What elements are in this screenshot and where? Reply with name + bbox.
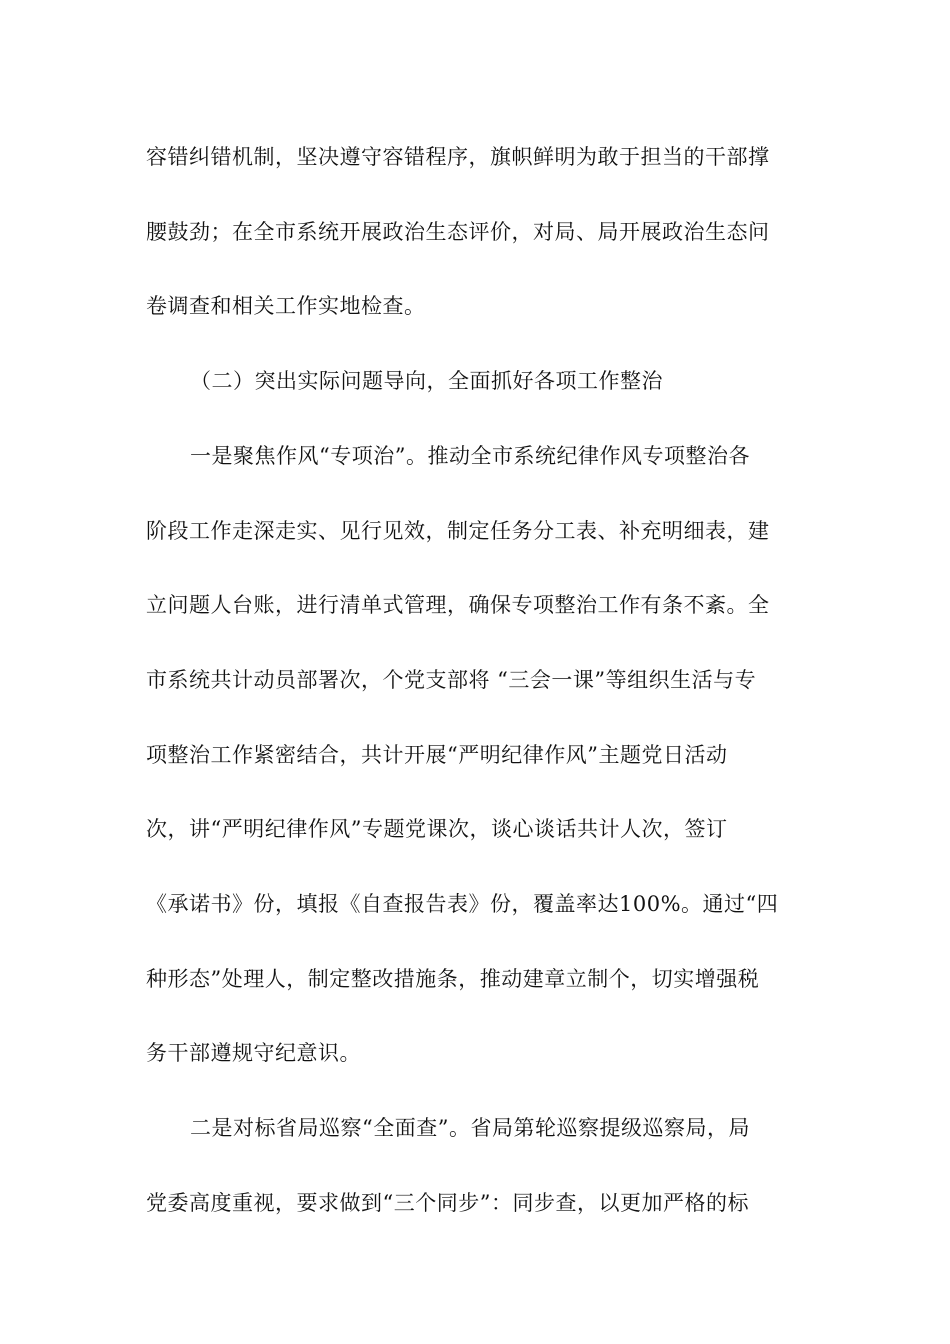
text-line-11: 《承诺书》份，填报《自查报告表》份，覆盖率达100%。通过“四 — [146, 892, 779, 917]
text-line-3: 卷调查和相关工作实地检查。 — [146, 294, 426, 319]
text-line-13: 务干部遵规守纪意识。 — [146, 1041, 361, 1066]
text-line-12: 种形态”处理人，制定整改措施条，推动建章立制个，切实增强税 — [146, 966, 760, 991]
text-line-8: 市系统共计动员部署次，个党支部将 “三会一课”等组织生活与专 — [146, 667, 757, 692]
document-body — [146, 120, 806, 1241]
text-line-10: 次，讲“严明纪律作风”专题党课次，谈心谈话共计人次，签订 — [146, 817, 728, 842]
text-line-15: 党委高度重视，要求做到“三个同步”：同步查，以更加严格的标 — [146, 1190, 749, 1215]
text-line-2: 腰鼓劲；在全市系统开展政治生态评价，对局、局开展政治生态问 — [146, 219, 770, 244]
text-line-14: 二是对标省局巡察“全面查”。省局第轮巡察提级巡察局，局 — [190, 1116, 750, 1141]
text-line-6: 阶段工作走深走实、见行见效，制定任务分工表、补充明细表，建 — [146, 518, 770, 543]
section-heading: （二）突出实际问题导向，全面抓好各项工作整治 — [190, 369, 663, 394]
text-line-1: 容错纠错机制，坚决遵守容错程序，旗帜鲜明为敢于担当的干部撑 — [146, 145, 770, 169]
text-line-5: 一是聚焦作风“专项治”。推动全市系统纪律作风专项整治各 — [190, 443, 750, 468]
text-line-7: 立问题人台账，进行清单式管理，确保专项整治工作有条不紊。全 — [146, 593, 770, 618]
text-line-9: 项整治工作紧密结合，共计开展“严明纪律作风”主题党日活动 — [146, 742, 728, 767]
